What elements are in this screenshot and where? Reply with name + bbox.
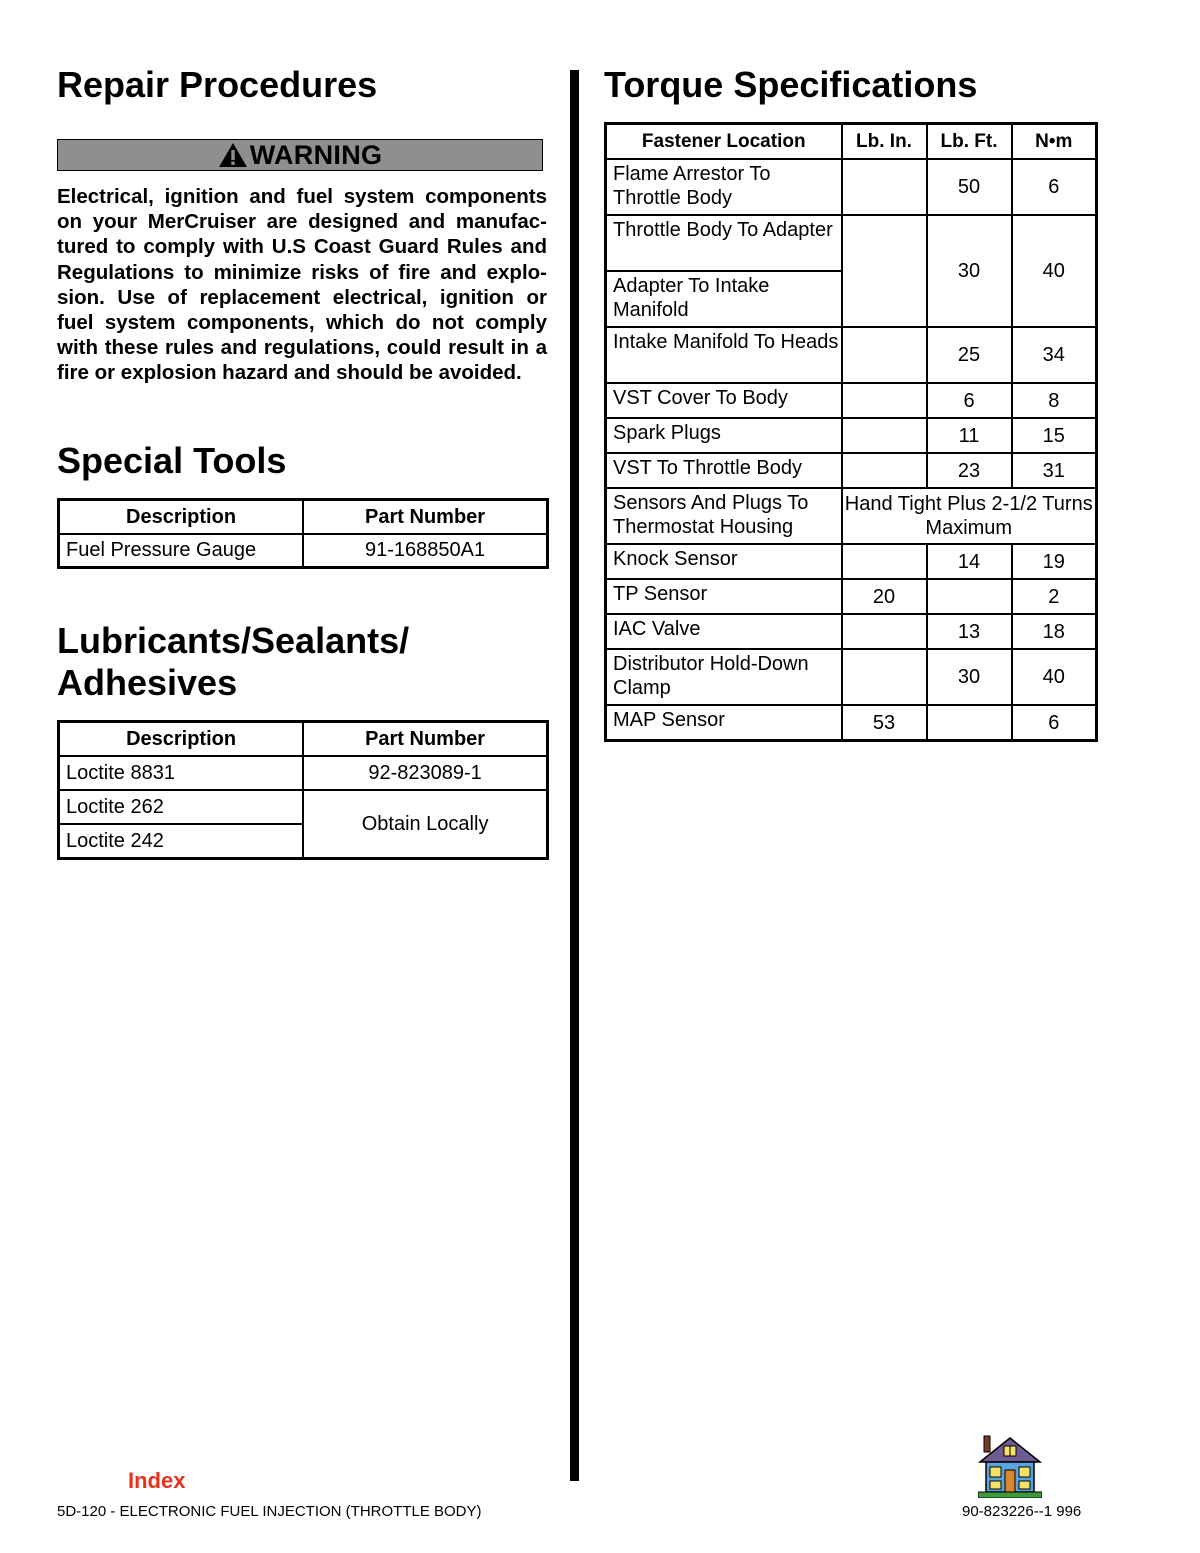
torque-note: Hand Tight Plus 2-1/2 Turns Maximum: [842, 488, 1097, 544]
warning-triangle-icon: [218, 142, 248, 168]
column-header-nm: N•m: [1012, 124, 1097, 160]
column-header-part-number: Part Number: [303, 500, 547, 535]
lubricant-description: Loctite 262: [59, 790, 304, 824]
fastener-location: Throttle Body To Adapter: [606, 215, 842, 271]
fastener-location: TP Sensor: [606, 579, 842, 614]
lb-in-value: 20: [842, 579, 927, 614]
fastener-location: IAC Valve: [606, 614, 842, 649]
tool-description: Fuel Pressure Gauge: [59, 534, 304, 568]
lb-ft-value: 11: [927, 418, 1012, 453]
index-link[interactable]: Index: [128, 1468, 186, 1493]
fastener-location: MAP Sensor: [606, 705, 842, 741]
table-row: [606, 383, 1097, 418]
lb-in-value: [842, 453, 927, 488]
column-header-part-number: Part Number: [303, 722, 547, 757]
table-row: [59, 756, 548, 790]
column-divider: [570, 70, 579, 1481]
lubricants-title-line2: Adhesives: [57, 662, 238, 703]
lubricant-description: Loctite 8831: [59, 756, 304, 790]
table-row: [606, 418, 1097, 453]
fastener-location: VST Cover To Body: [606, 383, 842, 418]
nm-value: 34: [1012, 327, 1097, 383]
nm-value: 15: [1012, 418, 1097, 453]
lubricants-table: [57, 720, 549, 860]
lb-in-value: [842, 159, 927, 215]
table-row: [59, 790, 548, 824]
lb-in-value: [842, 418, 927, 453]
nm-value: 18: [1012, 614, 1097, 649]
fastener-location: Distributor Hold-Down Clamp: [606, 649, 842, 705]
table-row: [606, 614, 1097, 649]
lb-ft-value: 30: [927, 215, 1012, 327]
column-header-lb-ft: Lb. Ft.: [927, 124, 1012, 160]
fastener-location: Flame Arrestor To Throttle Body: [606, 159, 842, 215]
table-row: [606, 215, 1097, 271]
table-row: [606, 649, 1097, 705]
lb-in-value: [842, 649, 927, 705]
torque-table: [604, 122, 1098, 742]
lb-in-value: [842, 544, 927, 579]
footer-page-label: 5D-120 - ELECTRONIC FUEL INJECTION (THROTTLE BODY): [57, 1503, 482, 1520]
lb-in-value: [842, 614, 927, 649]
fastener-location: VST To Throttle Body: [606, 453, 842, 488]
lubricant-part-number: 92-823089-1: [303, 756, 547, 790]
special-tools-title: Special Tools: [57, 440, 287, 481]
lubricants-title: [57, 620, 409, 704]
house-icon[interactable]: [978, 1432, 1042, 1498]
lb-ft-value: 23: [927, 453, 1012, 488]
lubricant-part-number: Obtain Locally: [303, 790, 547, 859]
column-header-fastener-location: Fastener Location: [606, 124, 842, 160]
fastener-location: Intake Manifold To Heads: [606, 327, 842, 383]
lb-in-value: [842, 383, 927, 418]
footer-document-number: 90-823226--1 996: [962, 1503, 1082, 1520]
nm-value: 40: [1012, 215, 1097, 327]
lb-ft-value: 50: [927, 159, 1012, 215]
nm-value: 40: [1012, 649, 1097, 705]
warning-label: WARNING: [249, 139, 383, 170]
lb-ft-value: 14: [927, 544, 1012, 579]
table-row: [59, 534, 548, 568]
fastener-location: Adapter To Intake Manifold: [606, 271, 842, 327]
table-row: [606, 159, 1097, 215]
table-header-row: [59, 722, 548, 757]
lb-ft-value: [927, 579, 1012, 614]
table-row: [606, 453, 1097, 488]
nm-value: 31: [1012, 453, 1097, 488]
nm-value: 8: [1012, 383, 1097, 418]
lb-ft-value: [927, 705, 1012, 741]
table-header-row: [606, 124, 1097, 160]
torque-specifications-title: Torque Specifications: [604, 64, 978, 105]
nm-value: 2: [1012, 579, 1097, 614]
nm-value: 6: [1012, 705, 1097, 741]
tool-part-number: 91-168850A1: [303, 534, 547, 568]
column-header-lb-in: Lb. In.: [842, 124, 927, 160]
column-header-description: Description: [59, 722, 304, 757]
lubricants-title-line1: Lubricants/Sealants/: [57, 620, 410, 661]
column-header-description: Description: [59, 500, 304, 535]
lb-ft-value: 13: [927, 614, 1012, 649]
lb-in-value: 53: [842, 705, 927, 741]
table-row: [606, 579, 1097, 614]
warning-text: Electrical, ignition and fuel system components on your MerCruiser are designed and manufac-tured to comply with U.S Coast Guard Rules and Regulations to minimize risks of fire and explo-sion. Use of replacement electrical, ignition or fuel system components, which do not comply with these rules and regulations, could result in a fire or explosion hazard and should be avoided.: [57, 185, 547, 385]
table-row: [606, 327, 1097, 383]
lb-in-value: [842, 215, 927, 327]
special-tools-table: [57, 498, 549, 569]
fastener-location: Knock Sensor: [606, 544, 842, 579]
fastener-location: Sensors And Plugs To Thermostat Housing: [606, 488, 842, 544]
nm-value: 6: [1012, 159, 1097, 215]
fastener-location: Spark Plugs: [606, 418, 842, 453]
repair-procedures-title: Repair Procedures: [57, 64, 378, 105]
lubricant-description: Loctite 242: [59, 824, 304, 859]
nm-value: 19: [1012, 544, 1097, 579]
lb-ft-value: 6: [927, 383, 1012, 418]
lb-in-value: [842, 327, 927, 383]
warning-banner: [57, 139, 543, 171]
lb-ft-value: 30: [927, 649, 1012, 705]
lb-ft-value: 25: [927, 327, 1012, 383]
table-row: [606, 544, 1097, 579]
table-row: [606, 705, 1097, 741]
table-header-row: [59, 500, 548, 535]
table-row: [606, 488, 1097, 544]
